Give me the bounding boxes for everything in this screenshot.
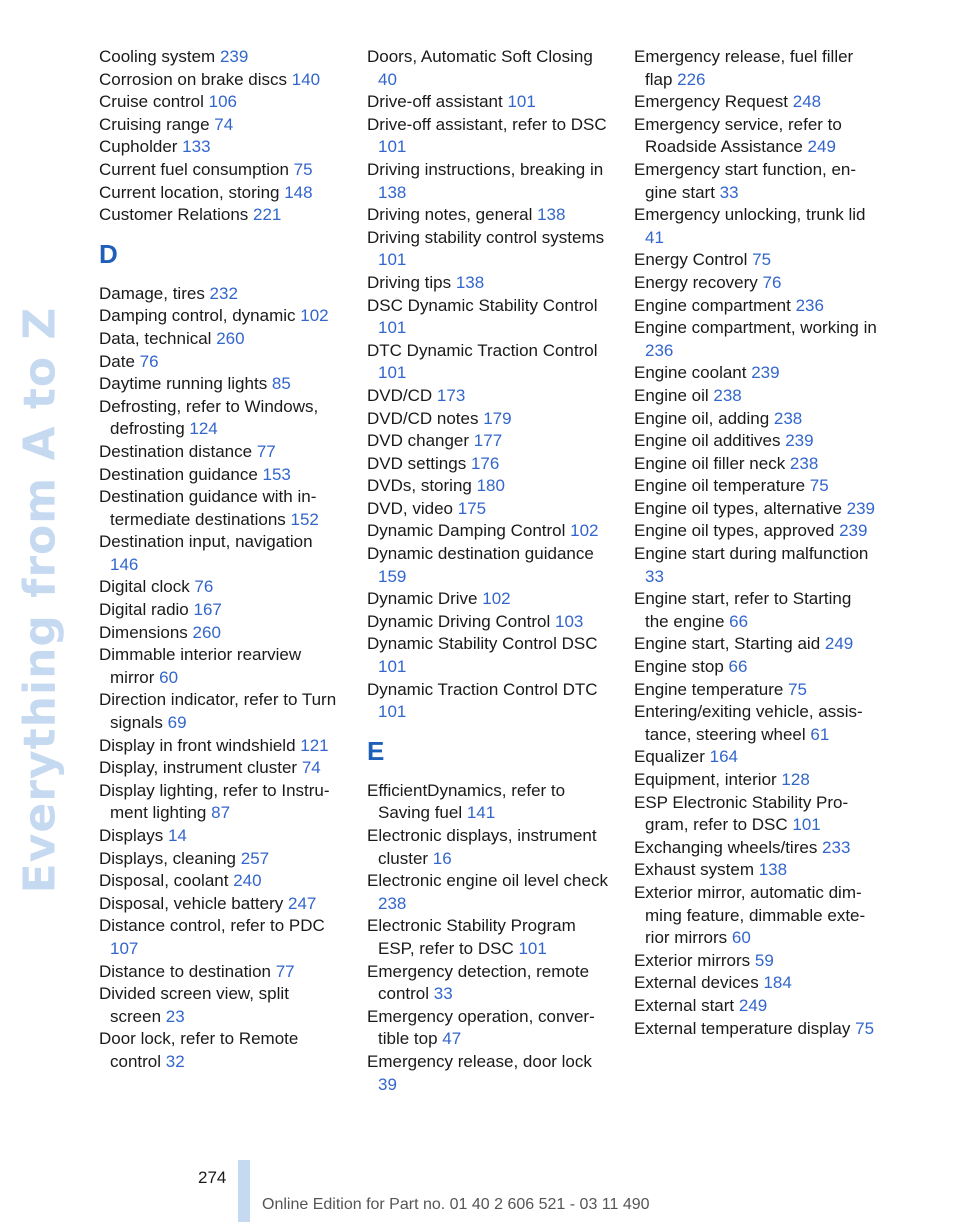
page-link[interactable]: 249	[807, 137, 836, 157]
index-entry	[367, 961, 612, 1006]
index-entry	[634, 204, 879, 249]
entry-term: Date	[99, 351, 140, 371]
page-link[interactable]: 101	[378, 657, 407, 677]
entry-term: Engine temperature	[634, 679, 789, 699]
page-link[interactable]: 16	[432, 848, 452, 868]
entry-term: Distance control, refer to PDC	[99, 916, 325, 936]
index-entry	[367, 159, 612, 204]
page-link[interactable]: 76	[762, 272, 782, 292]
page-link[interactable]: 47	[442, 1029, 462, 1049]
page-link[interactable]: 184	[763, 973, 792, 993]
index-entry	[634, 543, 879, 588]
entry-term: Dynamic Driving Control	[367, 611, 555, 631]
index-entry	[367, 1006, 612, 1051]
entry-term: Displays	[99, 826, 168, 845]
page-link[interactable]: 75	[788, 679, 807, 699]
entry-term: Engine coolant	[634, 363, 752, 383]
page-link[interactable]: 239	[846, 498, 875, 518]
entry-term: DSC Dynamic Stability Control	[367, 295, 598, 315]
page-link[interactable]: 138	[537, 205, 566, 225]
entry-term: Driving notes, general	[367, 205, 538, 225]
entry-term: Electronic engine oil level check	[367, 871, 608, 891]
entry-term: Exterior mirror, automatic dimming feature, dimmable exterior mirrors	[634, 882, 866, 948]
page-link[interactable]: 248	[792, 92, 822, 112]
page-link[interactable]: 66	[728, 657, 748, 677]
entry-term: ESP Electronic Stability Program, refer to DSC	[634, 792, 849, 835]
page-link[interactable]: 232	[209, 283, 238, 303]
page-link[interactable]: 87	[211, 803, 231, 823]
entry-term: Equalizer	[634, 747, 710, 767]
page-link[interactable]: 140	[291, 69, 321, 89]
index-entry	[634, 520, 879, 543]
index-entry	[99, 351, 344, 374]
entry-term: Emergency start function, engine start	[634, 159, 857, 202]
index-entry	[367, 870, 612, 915]
page-link[interactable]: 249	[824, 634, 854, 654]
index-entry	[634, 995, 879, 1018]
index-entry	[634, 950, 879, 973]
entry-term: Digital radio	[99, 600, 194, 620]
page-link[interactable]: 107	[110, 938, 139, 958]
index-entry	[367, 295, 612, 340]
index-entry	[99, 848, 344, 871]
entry-term: Driving stability control systems	[367, 227, 605, 247]
index-entry	[99, 373, 344, 396]
page-link[interactable]: 102	[482, 589, 511, 609]
entry-term: Emergency unlocking, trunk lid	[634, 205, 866, 225]
index-entry	[99, 599, 344, 622]
entry-term: Engine compartment, working in	[634, 318, 877, 338]
page-link[interactable]: 74	[214, 114, 234, 134]
index-entry	[367, 498, 612, 521]
page-link[interactable]: 239	[785, 431, 814, 451]
index-entry	[634, 408, 879, 431]
page-link[interactable]: 77	[275, 961, 295, 981]
index-entry	[634, 317, 879, 362]
index-entry	[99, 441, 344, 464]
entry-term: Divided screen view, split screen	[99, 984, 289, 1026]
page-link[interactable]: 101	[378, 702, 407, 722]
page-link[interactable]: 40	[378, 69, 397, 89]
index-entry	[367, 633, 612, 678]
entry-term: Dynamic destination guidance	[367, 544, 594, 564]
index-entry	[634, 701, 879, 746]
index-entry	[634, 769, 879, 792]
entry-term: Engine oil types, alternative	[634, 498, 847, 518]
entry-term: DVD, video	[367, 498, 458, 518]
index-entry	[99, 780, 344, 825]
entry-term: Drive-off assistant	[367, 92, 508, 112]
entry-term: Disposal, coolant	[99, 871, 234, 891]
entry-term: Destination input, navigation	[99, 532, 313, 552]
page-link[interactable]: 101	[518, 938, 547, 958]
index-entry	[99, 114, 344, 137]
entry-term: Disposal, vehicle battery	[99, 893, 288, 913]
index-entry	[367, 679, 612, 724]
page-link[interactable]: 238	[773, 408, 803, 428]
index-entry	[99, 182, 344, 205]
index-entry	[634, 114, 879, 159]
index-entry	[634, 249, 879, 272]
page-link[interactable]: 33	[645, 566, 664, 586]
entry-term: Cooling system	[99, 47, 220, 66]
entry-term: Engine stop	[634, 657, 729, 677]
index-entry	[99, 464, 344, 487]
page-link[interactable]: 173	[436, 385, 466, 405]
page-link[interactable]: 239	[219, 47, 249, 66]
page-link[interactable]: 101	[378, 250, 407, 270]
entry-term: External devices	[634, 973, 764, 993]
index-entry	[634, 475, 879, 498]
index-entry	[99, 204, 344, 227]
index-entry	[99, 159, 344, 182]
entry-term: External start	[634, 995, 739, 1015]
page-link[interactable]: 141	[466, 803, 496, 823]
index-entry	[634, 792, 879, 837]
entry-term: DVD/CD notes	[367, 408, 484, 428]
entry-term: Cruise control	[99, 92, 209, 112]
page-link[interactable]: 128	[781, 770, 810, 789]
entry-term: Engine start, Starting aid	[634, 634, 825, 654]
entry-term: Dynamic Stability Control DSC	[367, 634, 598, 654]
entry-term: Dynamic Damping Control	[367, 521, 571, 541]
index-column-2	[367, 46, 612, 1096]
page-link[interactable]: 257	[240, 848, 270, 868]
index-entry	[634, 656, 879, 679]
entry-term: Energy Control	[634, 250, 753, 270]
entry-term: DVD settings	[367, 453, 471, 473]
entry-term: Engine oil temperature	[634, 476, 810, 496]
side-tab	[0, 0, 78, 1222]
index-entry	[367, 475, 612, 498]
index-entry	[99, 757, 344, 780]
index-entry	[99, 46, 344, 69]
page-link[interactable]: 176	[470, 453, 500, 473]
entry-term: Doors, Automatic Soft Closing	[367, 47, 593, 66]
page-link[interactable]: 101	[507, 92, 536, 112]
index-entry	[367, 114, 612, 159]
entry-term: Destination distance	[99, 441, 257, 461]
entry-term: Electronic Stability Program ESP, refer to DSC	[367, 916, 576, 958]
entry-term: Display in front windshield	[99, 735, 301, 755]
index-entry	[367, 825, 612, 870]
entry-term: Engine oil additives	[634, 431, 786, 451]
entry-term: DTC Dynamic Traction Control	[367, 340, 598, 360]
entry-term: Display lighting, refer to Instrument lighting	[99, 780, 330, 823]
entry-term: Engine oil filler neck	[634, 453, 790, 473]
page-link[interactable]: 238	[713, 385, 742, 405]
page-link[interactable]: 41	[645, 227, 664, 247]
index-entry	[367, 340, 612, 385]
entry-term: Energy recovery	[634, 272, 763, 292]
page-link[interactable]: 167	[193, 600, 222, 620]
page-link[interactable]: 106	[208, 92, 237, 112]
index-entry	[367, 520, 612, 543]
entry-term: Data, technical	[99, 328, 217, 348]
index-entry	[99, 983, 344, 1028]
index-entry	[99, 870, 344, 893]
index-entry	[634, 385, 879, 408]
page-link[interactable]: 66	[729, 611, 749, 631]
index-entry	[367, 453, 612, 476]
index-entry	[634, 272, 879, 295]
page-link[interactable]: 124	[189, 419, 218, 439]
page-link[interactable]: 76	[139, 351, 159, 371]
page-link[interactable]: 77	[256, 441, 276, 461]
page-link[interactable]: 236	[645, 340, 674, 360]
entry-term: Driving instructions, breaking in	[367, 159, 604, 179]
entry-term: Engine start, refer to Starting the engine	[634, 589, 852, 631]
entry-term: Equipment, interior	[634, 770, 782, 789]
page-link[interactable]: 239	[839, 521, 868, 541]
page-link[interactable]: 69	[167, 713, 187, 733]
index-entry	[634, 91, 879, 114]
entry-term: Electronic displays, instrument cluster	[367, 826, 597, 868]
index-column-1	[99, 46, 344, 1074]
entry-term: External temperature display	[634, 1018, 856, 1038]
index-entry	[99, 1028, 344, 1073]
entry-term: Entering/exiting vehicle, assistance, steering wheel	[634, 702, 863, 744]
entry-term: Current fuel consumption	[99, 159, 294, 179]
index-entry	[99, 328, 344, 351]
index-entry	[634, 588, 879, 633]
section-letter: E	[367, 735, 385, 766]
entry-term: Exterior mirrors	[634, 950, 755, 970]
entry-term: Dynamic Drive	[367, 589, 483, 609]
index-entry	[367, 385, 612, 408]
index-entry	[634, 295, 879, 318]
page-link[interactable]: 59	[754, 950, 774, 970]
page-link[interactable]: 102	[300, 306, 329, 326]
entry-term: Exchanging wheels/tires	[634, 837, 823, 857]
page-link[interactable]: 148	[284, 182, 313, 202]
entry-term: Emergency Request	[634, 92, 793, 112]
page-link[interactable]: 60	[731, 928, 751, 948]
index-entry	[99, 576, 344, 599]
footer-bar	[238, 1160, 250, 1222]
index-entry	[99, 689, 344, 734]
entry-term: Distance to destination	[99, 961, 276, 981]
entry-term: Emergency detection, remote control	[367, 961, 590, 1004]
entry-term: Destination guidance with intermediate destinations	[99, 487, 317, 529]
index-entry	[634, 859, 879, 882]
index-entry	[634, 46, 879, 91]
page-link[interactable]: 101	[792, 815, 821, 835]
entry-term: Damage, tires	[99, 283, 210, 303]
page-link[interactable]: 240	[233, 871, 262, 891]
index-entry	[367, 204, 612, 227]
index-entry	[634, 837, 879, 860]
entry-term: Current location, storing	[99, 182, 285, 202]
page-link[interactable]: 121	[300, 735, 329, 755]
entry-term: Destination guidance	[99, 464, 263, 484]
entry-term: Damping control, dynamic	[99, 306, 301, 326]
entry-term: Engine oil	[634, 385, 714, 405]
page-link[interactable]: 260	[216, 328, 245, 348]
page-link[interactable]: 152	[290, 509, 319, 529]
index-entry	[634, 633, 879, 656]
entry-term: Driving tips	[367, 272, 456, 292]
index-entry	[367, 46, 612, 91]
page-link[interactable]: 138	[455, 272, 485, 292]
page-link[interactable]: 239	[751, 363, 780, 383]
index-entry	[99, 396, 344, 441]
index-entry	[367, 430, 612, 453]
index-entry	[99, 486, 344, 531]
index-entry	[99, 915, 344, 960]
page-link[interactable]: 138	[378, 182, 407, 202]
page-link[interactable]: 32	[165, 1051, 185, 1071]
index-entry	[634, 362, 879, 385]
entry-term: Emergency release, fuel filler flap	[634, 47, 854, 89]
page-link[interactable]: 14	[167, 826, 187, 845]
index-entry	[367, 408, 612, 431]
index-entry	[367, 272, 612, 295]
page-link[interactable]: 175	[457, 498, 487, 518]
entry-term: Corrosion on brake discs	[99, 69, 292, 89]
entry-term: Engine compartment	[634, 295, 796, 315]
index-entry	[367, 611, 612, 634]
page-link[interactable]: 233	[822, 837, 851, 857]
entry-term: DVDs, storing	[367, 476, 477, 496]
index-entry	[99, 825, 344, 848]
entry-term: DVD/CD	[367, 385, 437, 405]
index-entry	[634, 972, 879, 995]
page-link[interactable]: 23	[165, 1006, 185, 1026]
page-link[interactable]: 75	[809, 476, 829, 496]
page-link[interactable]: 33	[433, 984, 453, 1004]
page-link[interactable]: 179	[483, 408, 512, 428]
index-entry	[367, 91, 612, 114]
page-link[interactable]: 76	[194, 577, 214, 597]
page-link[interactable]: 102	[570, 521, 599, 541]
entry-term: Customer Relations	[99, 205, 254, 225]
entry-term: Cupholder	[99, 137, 183, 157]
page-link[interactable]: 138	[758, 860, 788, 880]
index-entry	[367, 915, 612, 960]
index-entry	[99, 283, 344, 306]
page-link[interactable]: 61	[810, 724, 830, 744]
page-link[interactable]: 85	[271, 374, 291, 394]
index-entry	[634, 498, 879, 521]
entry-term: Dimensions	[99, 622, 193, 642]
index-entry	[634, 159, 879, 204]
page-link[interactable]: 153	[262, 464, 291, 484]
index-entry	[634, 1018, 879, 1041]
index-entry	[367, 543, 612, 588]
entry-term: Digital clock	[99, 577, 195, 597]
entry-term: Dimmable interior rearview mirror	[99, 645, 302, 687]
page-link[interactable]: 75	[752, 250, 772, 270]
page-link[interactable]: 101	[378, 318, 407, 338]
side-tab-label: Everything from A to Z	[14, 306, 66, 894]
entry-term: Engine oil, adding	[634, 408, 774, 428]
page-link[interactable]: 177	[473, 431, 503, 451]
page-link[interactable]: 74	[301, 758, 321, 778]
page-number: 274	[198, 1168, 227, 1187]
index-entry	[634, 882, 879, 950]
index-entry	[99, 622, 344, 645]
page-link[interactable]: 60	[159, 667, 179, 687]
index-entry	[99, 305, 344, 328]
entry-term: Display, instrument cluster	[99, 758, 302, 778]
page-link[interactable]: 249	[738, 995, 768, 1015]
index-entry	[99, 531, 344, 576]
page-link[interactable]: 75	[293, 159, 313, 179]
page-link[interactable]: 146	[110, 554, 139, 574]
entry-term: Dynamic Traction Control DTC	[367, 679, 598, 699]
page-link[interactable]: 221	[253, 205, 282, 225]
entry-term: Defrosting, refer to Windows, defrosting	[99, 396, 319, 439]
entry-term: Door lock, refer to Remote control	[99, 1029, 299, 1071]
page-link[interactable]: 75	[855, 1018, 875, 1038]
index-column-3	[634, 46, 879, 1040]
page-link[interactable]: 180	[476, 476, 505, 496]
index-entry	[634, 679, 879, 702]
entry-term: Cruising range	[99, 114, 215, 134]
entry-term: EfficientDynamics, refer to Saving fuel	[367, 780, 566, 823]
entry-term: Emergency service, refer to Roadside Assistance	[634, 114, 842, 157]
index-entry	[367, 588, 612, 611]
index-entry	[99, 644, 344, 689]
index-entry	[634, 746, 879, 769]
page-link[interactable]: 133	[182, 137, 211, 157]
page-link[interactable]: 159	[378, 566, 407, 586]
index-entry	[99, 136, 344, 159]
page-link[interactable]: 101	[378, 363, 407, 383]
index-entry	[99, 893, 344, 916]
entry-term: Direction indicator, refer to Turn signals	[99, 690, 337, 733]
index-entry	[367, 780, 612, 825]
entry-term: Emergency operation, convertible top	[367, 1006, 595, 1049]
entry-term: Engine start during malfunction	[634, 544, 869, 564]
page-link[interactable]: 33	[719, 182, 739, 202]
index-entry	[99, 91, 344, 114]
index-entry	[99, 961, 344, 984]
page-link[interactable]: 238	[378, 893, 407, 913]
index-entry	[634, 453, 879, 476]
index-entry	[367, 1051, 612, 1096]
entry-term: DVD changer	[367, 431, 474, 451]
page-link[interactable]: 101	[378, 137, 407, 157]
page-link[interactable]: 238	[789, 453, 819, 473]
page-link[interactable]: 247	[287, 893, 317, 913]
entry-term: Engine oil types, approved	[634, 521, 840, 541]
index-entry	[99, 735, 344, 758]
entry-term: Displays, cleaning	[99, 848, 241, 868]
entry-term: Drive-off assistant, refer to DSC	[367, 114, 607, 134]
index-entry	[367, 227, 612, 272]
entry-term: Daytime running lights	[99, 374, 272, 394]
entry-term: Emergency release, door lock	[367, 1051, 592, 1071]
entry-term: Exhaust system	[634, 860, 759, 880]
page-link[interactable]: 226	[677, 69, 706, 89]
page-link[interactable]: 236	[795, 295, 824, 315]
section-letter: D	[99, 238, 118, 269]
page-link[interactable]: 103	[555, 611, 584, 631]
index-entry	[99, 69, 344, 92]
index-entry	[634, 430, 879, 453]
page-link[interactable]: 164	[709, 747, 738, 767]
page-link[interactable]: 260	[192, 622, 221, 642]
footer-edition-text: Online Edition for Part no. 01 40 2 606 521 - 03 11 490	[262, 1196, 650, 1213]
page-link[interactable]: 39	[378, 1074, 397, 1094]
